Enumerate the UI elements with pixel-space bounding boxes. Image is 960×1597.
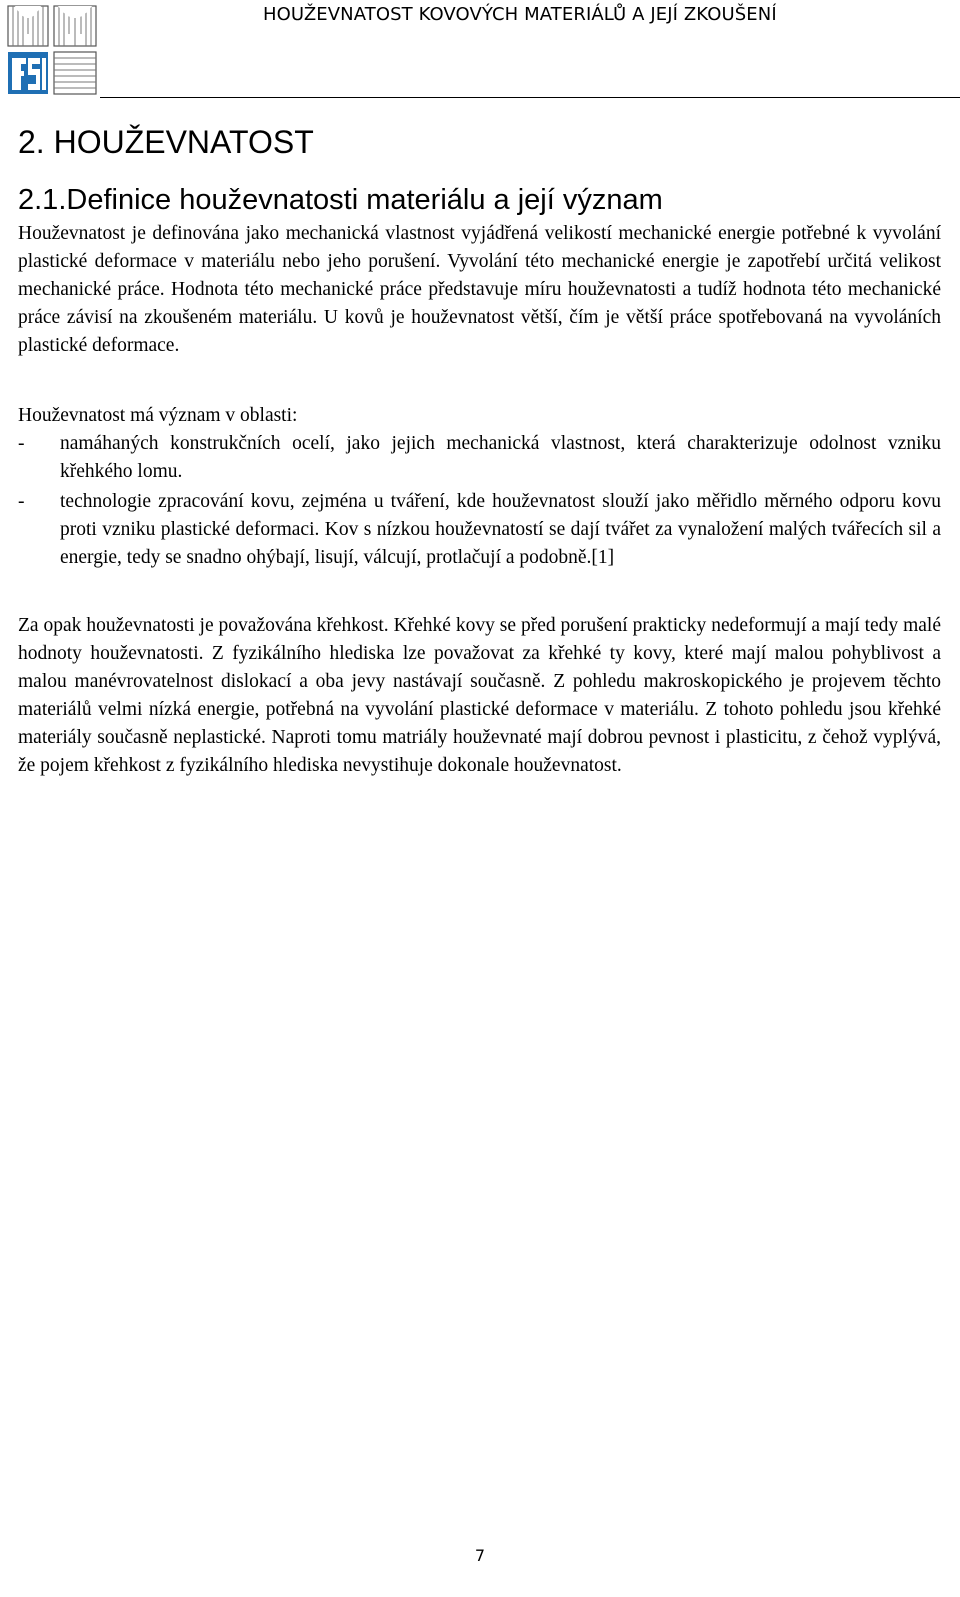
list-item — [18, 430, 941, 486]
chapter-title: 2. HOUŽEVNATOST — [18, 124, 314, 160]
significance-list — [18, 430, 941, 574]
list-item-text: technologie zpracování kovu, zejména u tváření, kde houževnatost slouží jako měřidlo měrného odporu kovu proti vzniku plastické deformaci. Kov s nízkou houževnatostí se dají tvářet za vynaložení malých tvářecích sil a energie, tedy se snadno ohýbají, lisují, válcují, protlačují a podobně.[1] — [60, 491, 941, 568]
page-number: 7 — [474, 1546, 486, 1565]
fsi-logo-icon — [6, 4, 100, 98]
list-item — [18, 488, 941, 572]
list-dash: - — [18, 491, 25, 512]
running-header-title: HOUŽEVNATOST KOVOVÝCH MATERIÁLŮ A JEJÍ ZKOUŠENÍ — [263, 4, 777, 25]
paragraph-significance-intro: Houževnatost má význam v oblasti: — [18, 405, 298, 426]
list-item-text: namáhaných konstrukčních ocelí, jako jejich mechanická vlastnost, která charakterizuje odolnost vzniku křehkého lomu. — [60, 433, 941, 482]
paragraph-brittleness: Za opak houževnatosti je považována křehkost. Křehké kovy se před porušení prakticky nedeformují a mají tedy malé hodnoty houževnatosti. Z fyzikálního hlediska lze považovat za křehké ty kovy, které mají malou pohyblivost a malou manévrovatelnost dislokací a oba jevy nastávají současně. Z pohledu makroskopického je projevem těchto materiálů velmi nízká energie, potřebná na vyvolání plastické deformace v materiálu. Z tohoto pohledu jsou křehké materiály současně neplastické. Naproti tomu matriály houževnaté mají dobrou pevnost i plasticitu, z čehož vyplývá, že pojem křehkost z fyzikálního hlediska nevystihuje dokonale houževnatost. — [18, 615, 941, 776]
page-header — [0, 0, 960, 100]
section-title: 2.1.Definice houževnatosti materiálu a její význam — [18, 184, 663, 216]
list-dash: - — [18, 433, 25, 454]
header-rule — [100, 97, 960, 98]
paragraph-definition: Houževnatost je definována jako mechanická vlastnost vyjádřená velikostí mechanické energie potřebné k vyvolání plastické deformace v materiálu nebo jeho porušení. Vyvolání této mechanické energie je zapotřebí určitá velikost mechanické práce. Hodnota této mechanické práce představuje míru houževnatosti a tudíž hodnota této mechanické práce závisí na zkoušeném materiálu. U kovů je houževnatost větší, čím je větší práce spotřebovaná na vyvoláních plastické deformace. — [18, 223, 941, 356]
